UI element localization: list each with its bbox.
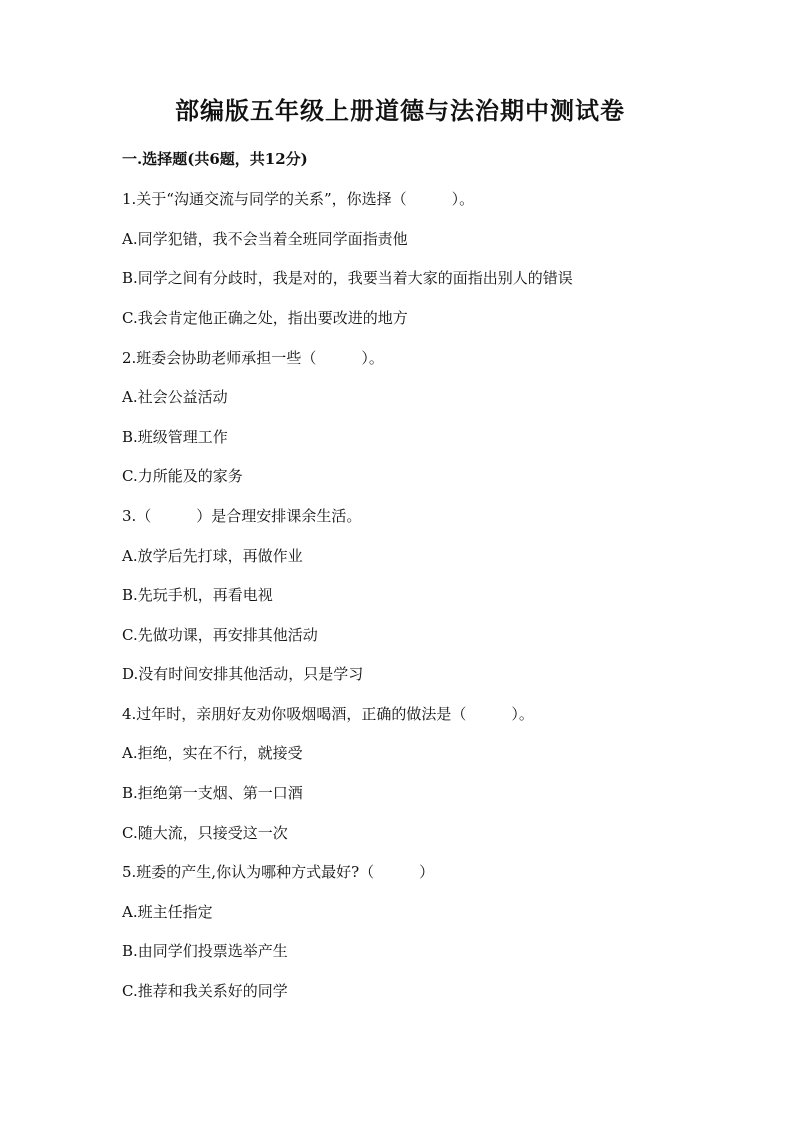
question-5-option-a: A.班主任指定 xyxy=(122,903,213,921)
question-5-option-b: B.由同学们投票选举产生 xyxy=(122,942,288,960)
question-2-option-c: C.力所能及的家务 xyxy=(122,467,243,485)
question-3-option-c: C.先做功课，再安排其他活动 xyxy=(122,626,318,644)
question-5-option-c: C.推荐和我关系好的同学 xyxy=(122,982,288,1000)
question-4-option-c: C.随大流，只接受这一次 xyxy=(122,824,288,842)
question-4-option-a: A.拒绝，实在不行，就接受 xyxy=(122,744,303,762)
question-4-stem: 4.过年时，亲朋好友劝你吸烟喝酒，正确的做法是（ ）。 xyxy=(122,705,534,723)
question-2-option-b: B.班级管理工作 xyxy=(122,428,228,446)
question-2-stem: 2.班委会协助老师承担一些（ ）。 xyxy=(122,349,384,367)
question-5-stem: 5.班委的产生,你认为哪种方式最好?（ ） xyxy=(122,863,435,881)
question-2-option-a: A.社会公益活动 xyxy=(122,388,228,406)
question-3-stem: 3.（ ）是合理安排课余生活。 xyxy=(122,507,362,525)
question-1-option-b: B.同学之间有分歧时，我是对的，我要当着大家的面指出别人的错误 xyxy=(122,269,573,287)
question-1-option-c: C.我会肯定他正确之处，指出要改进的地方 xyxy=(122,309,408,327)
question-3-option-d: D.没有时间安排其他活动，只是学习 xyxy=(122,665,364,683)
question-1-option-a: A.同学犯错，我不会当着全班同学面指责他 xyxy=(122,230,408,248)
question-1-stem: 1.关于“沟通交流与同学的关系”，你选择（ ）。 xyxy=(122,190,475,208)
section-heading: 一.选择题(共6题，共12分) xyxy=(122,150,308,168)
page-title: 部编版五年级上册道德与法治期中测试卷 xyxy=(175,96,625,125)
question-3-option-b: B.先玩手机，再看电视 xyxy=(122,586,273,604)
question-3-option-a: A.放学后先打球，再做作业 xyxy=(122,547,303,565)
question-4-option-b: B.拒绝第一支烟、第一口酒 xyxy=(122,784,303,802)
